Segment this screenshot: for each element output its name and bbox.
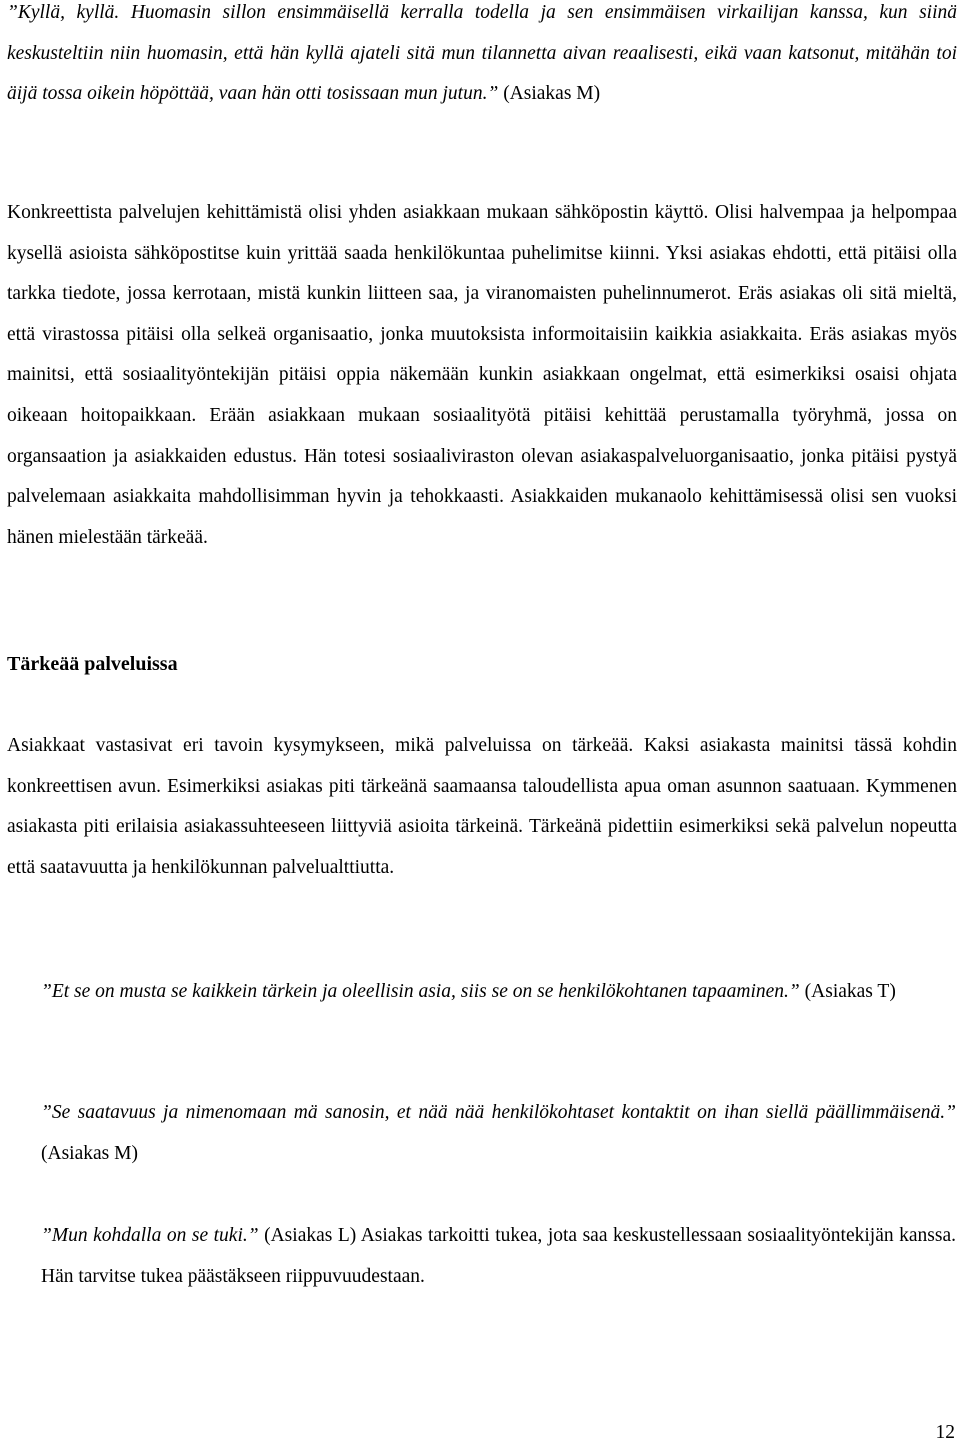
paragraph-important: Asiakkaat vastasivat eri tavoin kysymykseen, mikä palveluissa on tärkeää. Kaksi asiakasta mainitsi tässä kohdin konkreettisen avun. Esimerkiksi asiakas piti tärkeänä saamaansa taloudellista apua oman asunnon saatuaan. Kymmenen asiakasta piti erilaisia asiakassuhteeseen liittyviä asioita tärkeinä. Tärkeänä pidettiin esimerkiksi sekä palvelun nopeutta että saatavuutta ja henkilökunnan palvelualttiutta.: [7, 735, 957, 878]
quote-attribution: (Asiakas L) Asiakas tarkoitti tukea, jota saa keskustellessaan sosiaalityöntekijän kanssa. Hän tarvitse tukea päästäkseen riippuvuudestaan.: [41, 1225, 956, 1287]
quote-asiakas-l: [41, 1216, 956, 1297]
quote-text: ”Et se on musta se kaikkein tärkein ja oleellisin asia, siis se on se henkilökohtanen tapaaminen.”: [41, 981, 800, 1002]
quote-text: ”Mun kohdalla on se tuki.”: [41, 1225, 259, 1246]
section-heading: Tärkeää palveluissa: [7, 653, 178, 675]
paragraph-development: Konkreettista palvelujen kehittämistä olisi yhden asiakkaan mukaan sähköpostin käyttö. Olisi halvempaa ja helpompaa kysellä asioista sähköpostitse kuin yrittää saada henkilökuntaa puhelimitse kiinni. Yksi asiakas ehdotti, että pitäisi olla tarkka tiedote, jossa kerrotaan, mistä kunkin liitteen saa, ja viranomaisten puhelinnumerot. Eräs asiakas oli sitä mieltä, että virastossa pitäisi olla selkeä organisaatio, jonka muutoksista informoitaisiin kaikkia asiakkaita. Eräs asiakas myös mainitsi, että sosiaalityöntekijän pitäisi oppia näkemään kunkin asiakkaan ongelmat, että esimerkiksi osaisi ohjata oikeaan hoitopaikkaan. Erään asiakkaan mukaan sosiaalityötä pitäisi kehittää perustamalla työryhmä, jossa on organsaation ja asiakkaiden edustus. Hän totesi sosiaaliviraston olevan asiakaspalveluorganisaatio, jonka pitäisi pystyä palvelemaan asiakkaita mahdollisimman hyvin ja tehokkaasti. Asiakkaiden mukanaolo kehittämisessä olisi sen vuoksi hänen mielestään tärkeää.: [7, 202, 957, 548]
quote-asiakas-m-1: [7, 0, 957, 115]
quote-attribution: (Asiakas M): [498, 83, 601, 105]
page-number: 12: [935, 1422, 955, 1443]
quote-asiakas-t: [41, 972, 956, 1013]
quote-attribution: (Asiakas M): [41, 1142, 138, 1164]
quote-text: ”Kyllä, kyllä. Huomasin sillon ensimmäisellä kerralla todella ja sen ensimmäisen virkailijan kanssa, kun siinä keskusteltiin niin huomasin, että hän kyllä ajateli sitä mun tilannetta aivan reaalisesti, eikä vaan katsonut, mitähän toi äijä tossa oikein höpöttää, vaan hän otti tosissaan mun jutun.”: [7, 2, 957, 105]
quote-text: ”Se saatavuus ja nimenomaan mä sanosin, et nää nää henkilökohtaset kontaktit on ihan siellä päällimmäisenä.”: [41, 1102, 956, 1123]
quote-attribution: (Asiakas T): [799, 981, 896, 1002]
quote-asiakas-m-2: [41, 1093, 956, 1174]
